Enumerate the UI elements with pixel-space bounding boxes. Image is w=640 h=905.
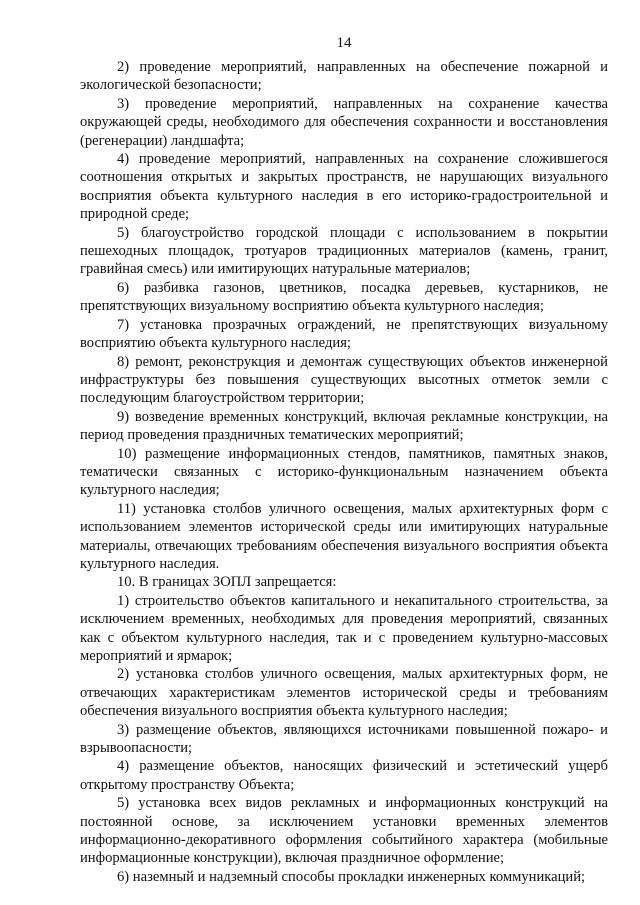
- document-page: [80, 34, 608, 886]
- paragraph-prohibited-1: 1) строительство объектов капитального и некапитального строительства, за исключением временных, необходимых для проведения мероприятий, связанных как с объектом культурного наследия, так и с проведением культурно-массовых мероприятий и ярмарок;: [80, 592, 608, 664]
- paragraph-permitted-8: 8) ремонт, реконструкция и демонтаж существующих объектов инженерной инфраструктуры без повышения существующих высотных отметок земли с последующим благоустройством территории;: [80, 353, 608, 407]
- paragraph-permitted-10: 10) размещение информационных стендов, памятников, памятных знаков, тематически связанных с историко-функциональным назначением объекта культурного наследия;: [80, 445, 608, 499]
- paragraph-permitted-9: 9) возведение временных конструкций, включая рекламные конструкции, на период проведения праздничных тематических мероприятий;: [80, 408, 608, 444]
- paragraph-permitted-11: 11) установка столбов уличного освещения, малых архитектурных форм с использованием элементов исторической среды или имитирующих натуральные материалы, отвечающих требованиям обеспечения визуального восприятия объекта культурного наследия.: [80, 500, 608, 572]
- paragraph-permitted-3: 3) проведение мероприятий, направленных на сохранение качества окружающей среды, необходимого для обеспечения сохранности и восстановления (регенерации) ландшафта;: [80, 95, 608, 149]
- paragraph-prohibited-5: 5) установка всех видов рекламных и информационных конструкций на постоянной основе, за исключением установки временных элементов информационно-декоративного оформления событийного характера (мобильные информационные конструкции), включая праздничное оформление;: [80, 795, 608, 867]
- paragraph-permitted-5: 5) благоустройство городской площади с использованием в покрытии пешеходных площадок, тротуаров традиционных материалов (камень, гранит, гравийная смесь) или имитирующих натуральные материалов;: [80, 224, 608, 278]
- paragraph-prohibited-3: 3) размещение объектов, являющихся источниками повышенной пожаро- и взрывоопасности;: [80, 721, 608, 757]
- paragraph-permitted-2: 2) проведение мероприятий, направленных на обеспечение пожарной и экологической безопасности;: [80, 59, 608, 94]
- paragraph-permitted-6: 6) разбивка газонов, цветников, посадка деревьев, кустарников, не препятствующих визуальному восприятию объекта культурного наследия;: [80, 279, 608, 315]
- page-number: 14: [336, 35, 352, 51]
- paragraph-permitted-7: 7) установка прозрачных ограждений, не препятствующих визуальному восприятию объекта культурного наследия;: [80, 316, 608, 352]
- paragraph-permitted-4: 4) проведение мероприятий, направленных на сохранение сложившегося соотношения открытых и закрытых пространств, не нарушающих визуального восприятия объекта культурного наследия в его историко-градостроительной и природной среде;: [80, 151, 608, 223]
- paragraph-prohibited-6: 6) наземный и надземный способы прокладки инженерных коммуникаций;: [117, 868, 586, 885]
- paragraph-prohibited-4: 4) размещение объектов, наносящих физический и эстетический ущерб открытому пространству Объекта;: [80, 758, 608, 793]
- paragraph-prohibited-2: 2) установка столбов уличного освещения, малых архитектурных форм, не отвечающих характеристикам элементов исторической среды и требованиям обеспечения визуального восприятия объекта культурного наследия;: [80, 666, 608, 720]
- section-heading-prohibited: 10. В границах ЗОПЛ запрещается:: [117, 574, 337, 591]
